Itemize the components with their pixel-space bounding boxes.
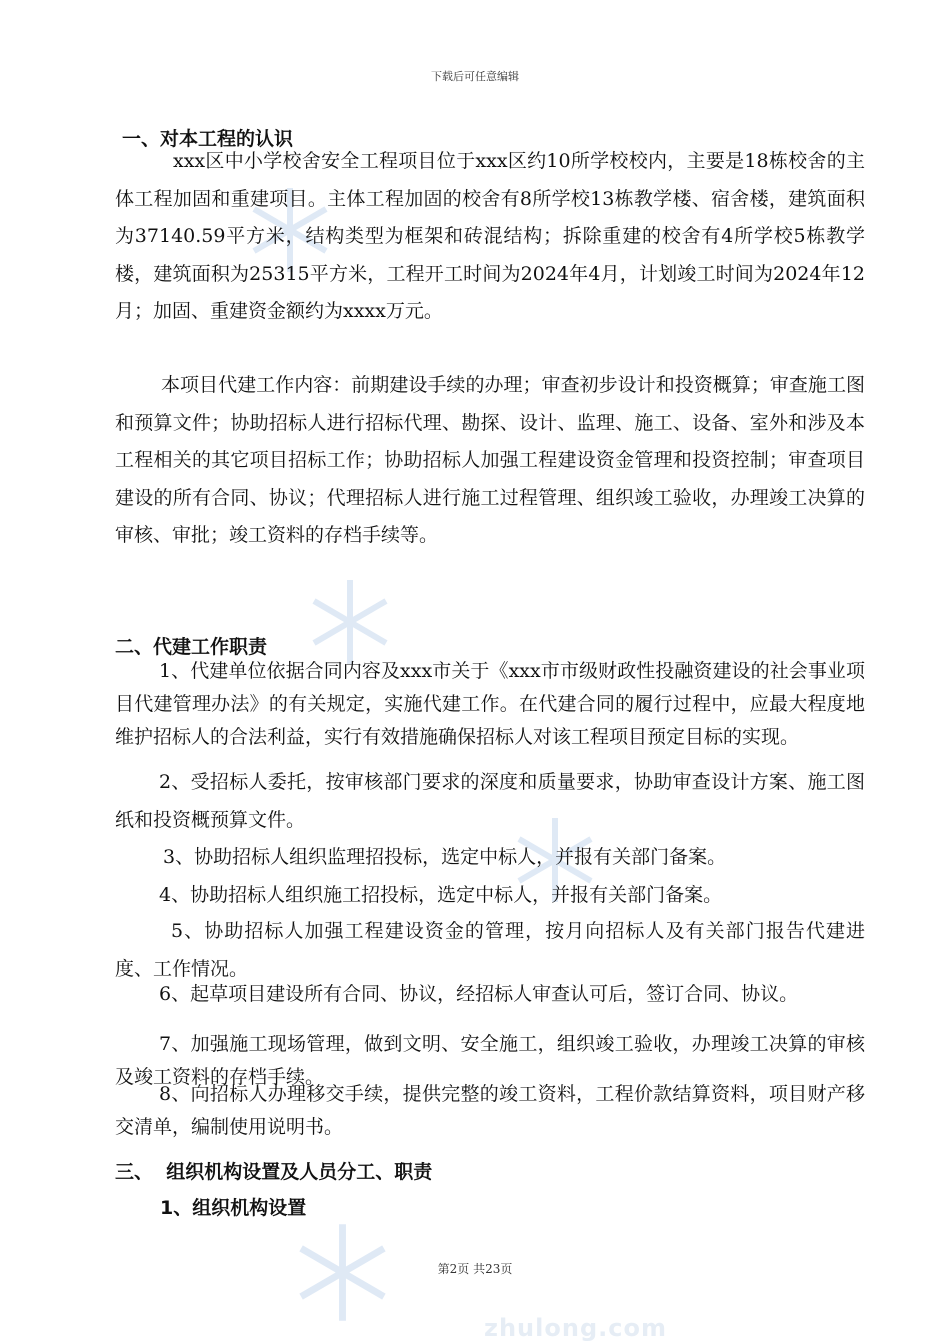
section2-item-5: 5、协助招标人加强工程建设资金的管理，按月向招标人及有关部门报告代建进度、工作情况。 [115,920,865,980]
section1-heading: 一、对本工程的认识 [122,128,294,150]
section2-item-7: 7、加强施工现场管理，做到文明、安全施工，组织竣工验收，办理竣工决算的审核及竣工资料的存档手续。 [115,1033,865,1088]
page-header-note: 下载后可任意编辑 [431,70,519,83]
page-number: 第2页 共23页 [437,1262,513,1276]
section3-subheading: 1、组织机构设置 [160,1197,307,1219]
section3-heading: 三、 组织机构设置及人员分工、职责 [115,1161,433,1183]
section2-item-2: 2、受招标人委托，按审核部门要求的深度和质量要求，协助审查设计方案、施工图纸和投资概预算文件。 [115,771,865,831]
section1-paragraph-1: xxx区中小学校舍安全工程项目位于xxx区约10所学校校内，主要是18栋校舍的主体工程加固和重建项目。主体工程加固的校舍有8所学校13栋教学楼、宿舍楼，建筑面积为37140.59平方米，结构类型为框架和砖混结构；拆除重建的校舍有4所学校5栋教学楼，建筑面积为25315平方米，工程开工时间为2024年4月，计划竣工时间为2024年12月；加固、重建资金额约为xxxx万元。 [115,150,865,322]
section2-item-6: 6、起草项目建设所有合同、协议，经招标人审查认可后，签订合同、协议。 [159,983,799,1005]
section2-item-4: 4、协助招标人组织施工招投标，选定中标人，并报有关部门备案。 [159,884,723,906]
section2-item-8: 8、向招标人办理移交手续，提供完整的竣工资料，工程价款结算资料，项目财产移交清单，编制使用说明书。 [115,1083,865,1138]
section2-item-1: 1、代建单位依据合同内容及xxx市关于《xxx市市级财政性投融资建设的社会事业项目代建管理办法》的有关规定，实施代建工作。在代建合同的履行过程中，应最大程度地维护招标人的合法利益，实行有效措施确保招标人对该工程项目预定目标的实现。 [115,660,865,748]
section2-heading: 二、代建工作职责 [115,636,268,658]
watermark-site-text: zhulong.com [484,1314,667,1342]
section1-paragraph-2: 本项目代建工作内容：前期建设手续的办理；审查初步设计和投资概算；审查施工图和预算文件；协助招标人进行招标代理、勘探、设计、监理、施工、设备、室外和涉及本工程相关的其它项目招标工作；协助招标人加强工程建设资金管理和投资控制；审查项目建设的所有合同、协议；代理招标人进行施工过程管理、组织竣工验收，办理竣工决算的审核、审批；竣工资料的存档手续等。 [115,374,865,546]
section2-item-3: 3、协助招标人组织监理招投标，选定中标人，并报有关部门备案。 [163,846,727,868]
